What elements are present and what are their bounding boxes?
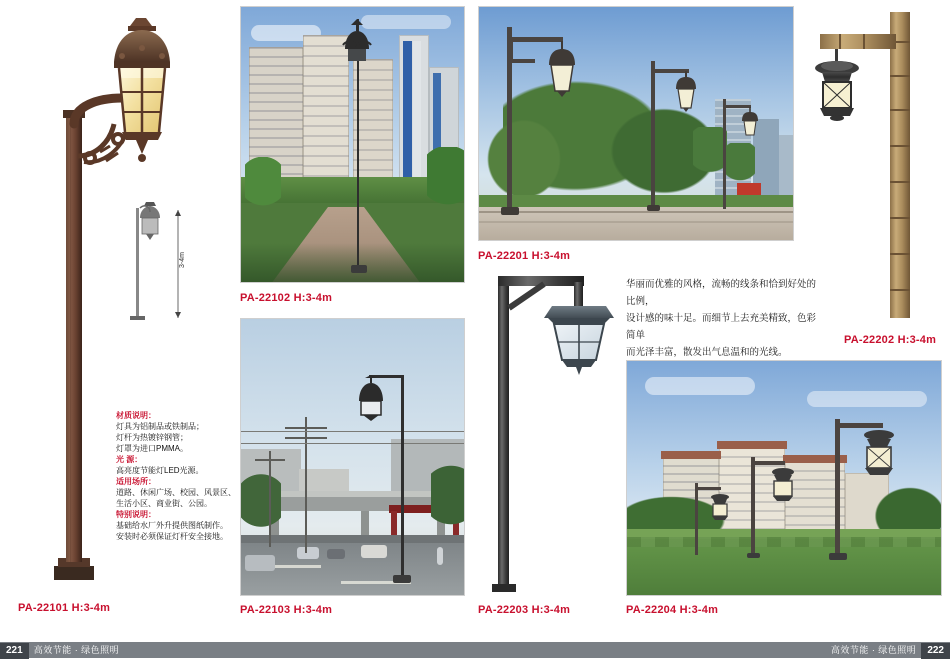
photo-pa-22102 — [240, 6, 465, 283]
dimension-sketch — [126, 196, 198, 326]
description-line-3: 而光泽丰富，散发出气息温和的光线。 — [626, 347, 788, 358]
spec-note-title: 特别说明： — [116, 510, 156, 519]
spec-block — [116, 410, 236, 542]
page-number-right: 222 — [921, 643, 950, 659]
spec-source-title: 光 源： — [116, 455, 143, 464]
caption-pa-22202: PA-22202 H:3-4m — [844, 334, 937, 346]
product-illustration-pa-22203 — [478, 262, 618, 602]
footer-right — [475, 642, 950, 658]
spec-note-2: 安装时必须保证灯杆安全接地。 — [116, 532, 228, 541]
page-number-left: 221 — [0, 643, 29, 659]
caption-pa-22201: PA-22201 H:3-4m — [478, 250, 571, 262]
caption-pa-22203: PA-22203 H:3-4m — [478, 604, 571, 616]
spec-material-2: 灯杆为热镀锌钢管； — [116, 433, 188, 442]
photo-pa-22201 — [478, 6, 794, 241]
svg-text:3-4m: 3-4m — [179, 252, 186, 268]
spec-usage-1: 道路、休闲广场、校园、风景区、 — [116, 488, 236, 497]
caption-pa-22102: PA-22102 H:3-4m — [240, 292, 333, 304]
spec-usage-2: 生活小区、商业街、公园。 — [116, 499, 212, 508]
footer-text-left: 高效节能 · 绿色照明 — [33, 645, 120, 655]
description-line-2: 设计感的味十足。而细节上去充美精致，色彩简单 — [626, 313, 817, 341]
spec-usage-title: 适用场所： — [116, 477, 156, 486]
caption-pa-22204: PA-22204 H:3-4m — [626, 604, 719, 616]
caption-pa-22101: PA-22101 H:3-4m — [18, 602, 111, 614]
product-description — [626, 276, 816, 361]
spec-material-3: 灯罩为进口PMMA。 — [116, 444, 188, 453]
spec-material-title: 材质说明： — [116, 411, 156, 420]
spec-note-1: 基础给水厂外升提供图纸制作。 — [116, 521, 228, 530]
footer-text-right: 高效节能 · 绿色照明 — [830, 645, 917, 655]
description-line-1: 华丽而优雅的风格，流畅的线条和恰到好处的比例， — [626, 279, 817, 307]
photo-pa-22103 — [240, 318, 465, 596]
photo-pa-22204 — [626, 360, 942, 596]
spec-material-1: 灯具为铝制品或铁制品； — [116, 422, 204, 431]
footer-left — [0, 642, 475, 658]
caption-pa-22103: PA-22103 H:3-4m — [240, 604, 333, 616]
spec-source-1: 高亮度节能灯LED光源。 — [116, 466, 204, 475]
product-illustration-pa-22202 — [806, 6, 936, 324]
